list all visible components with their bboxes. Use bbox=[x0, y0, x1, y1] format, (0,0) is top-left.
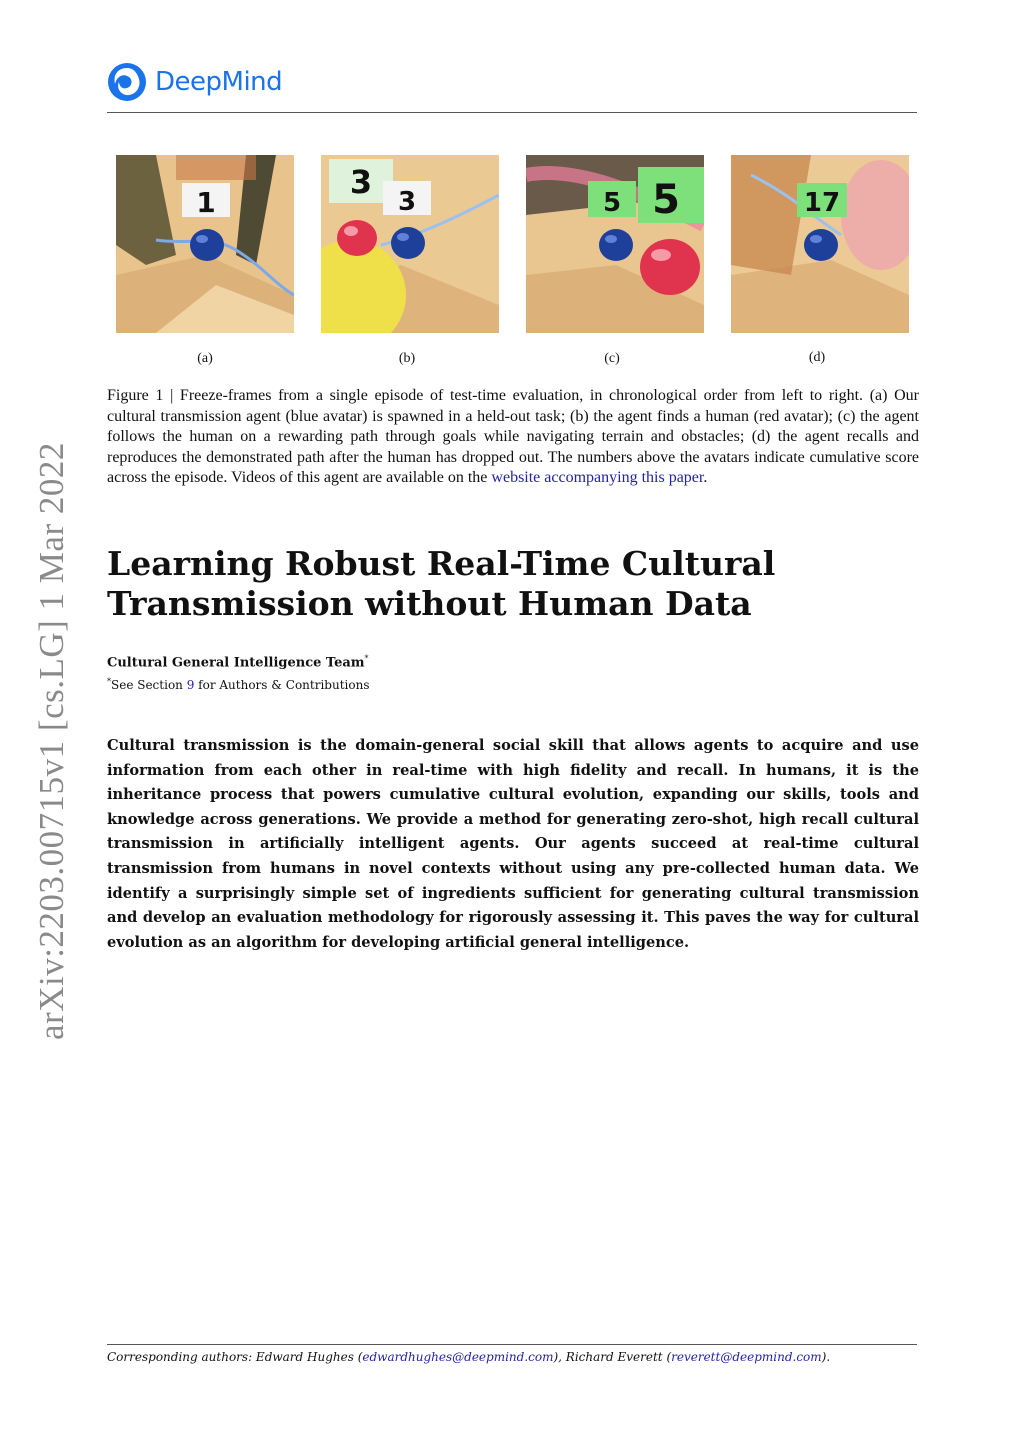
author-footnote-mark: * bbox=[364, 654, 369, 663]
score-label-human: 5 bbox=[652, 177, 680, 223]
deepmind-logo-icon bbox=[107, 62, 147, 102]
email-link-hughes[interactable]: edwardhughes@deepmind.com bbox=[362, 1350, 554, 1364]
logo-text: DeepMind bbox=[155, 67, 283, 97]
score-label-agent: 3 bbox=[397, 187, 417, 217]
deepmind-logo bbox=[107, 62, 282, 102]
footer-middle: ), Richard Everett ( bbox=[553, 1350, 672, 1364]
note-mark: * bbox=[107, 677, 111, 686]
subfigure-label-b: (b) bbox=[398, 351, 416, 366]
score-label-agent: 5 bbox=[602, 188, 622, 218]
paper-title bbox=[107, 544, 907, 624]
footer-suffix: ). bbox=[821, 1350, 831, 1364]
figure-panel-d bbox=[731, 155, 909, 333]
figure-panel-c bbox=[526, 155, 704, 333]
score-label: 17 bbox=[803, 188, 841, 218]
email-link-everett[interactable]: reverett@deepmind.com bbox=[671, 1350, 822, 1364]
score-label-human: 3 bbox=[349, 163, 373, 201]
website-link[interactable]: website accompanying this paper bbox=[491, 469, 704, 487]
title-line-2: Transmission without Human Data bbox=[107, 584, 752, 623]
author-team bbox=[107, 654, 369, 670]
corresponding-authors bbox=[107, 1350, 919, 1364]
subfigure-label-d: (d) bbox=[808, 350, 826, 365]
author-note bbox=[107, 677, 369, 692]
footer-rule bbox=[107, 1344, 917, 1345]
note-suffix: for Authors & Contributions bbox=[194, 678, 370, 692]
abstract: Cultural transmission is the domain-general social skill that allows agents to acquire and use information from each other in real-time with high fidelity and recall. In humans, it is the inheritance process that powers cumulative cultural evolution, expanding our skills, tools and knowledge across generations. We provide a method for generating zero-shot, high recall cultural transmission in artificially intelligent agents. Our agents succeed at real-time cultural transmission from humans in novel contexts without using any pre-collected human data. We identify a surprisingly simple set of ingredients sufficient for generating cultural transmission and develop an evaluation methodology for rigorously assessing it. This paves the way for cultural evolution as an algorithm for developing artificial general intelligence. bbox=[107, 737, 919, 951]
section-link[interactable]: 9 bbox=[186, 678, 195, 692]
arxiv-stamp: arXiv:2203.00715v1 [cs.LG] 1 Mar 2022 bbox=[32, 442, 71, 1040]
subfigure-label-a: (a) bbox=[197, 351, 213, 366]
figure-panel-a bbox=[116, 155, 294, 333]
caption-text: Figure 1 | Freeze-frames from a single episode of test-time evaluation, in chronological order from left to right. (a) Our cultural transmission agent (blue avatar) is spawned in a held-out task; (b) the agent finds a human (red avatar); (c) the agent follows the human on a rewarding path through goals while navigating terrain and obstacles; (d) the agent recalls and reproduces the demonstrated path after the human has dropped out. The numbers above the avatars indicate cumulative score across the episode. Videos of this agent are available on the bbox=[107, 387, 919, 487]
figure-panel-b bbox=[321, 155, 499, 333]
title-line-1: Learning Robust Real-Time Cultural bbox=[107, 544, 776, 583]
score-label: 1 bbox=[196, 186, 216, 219]
footer-prefix: Corresponding authors: Edward Hughes ( bbox=[107, 1350, 363, 1364]
team-name: Cultural General Intelligence Team bbox=[107, 655, 365, 671]
header-rule bbox=[107, 112, 917, 113]
subfigure-label-c: (c) bbox=[604, 351, 620, 366]
note-prefix: See Section bbox=[111, 678, 187, 692]
caption-end: . bbox=[703, 469, 708, 487]
figure-caption bbox=[107, 386, 919, 489]
